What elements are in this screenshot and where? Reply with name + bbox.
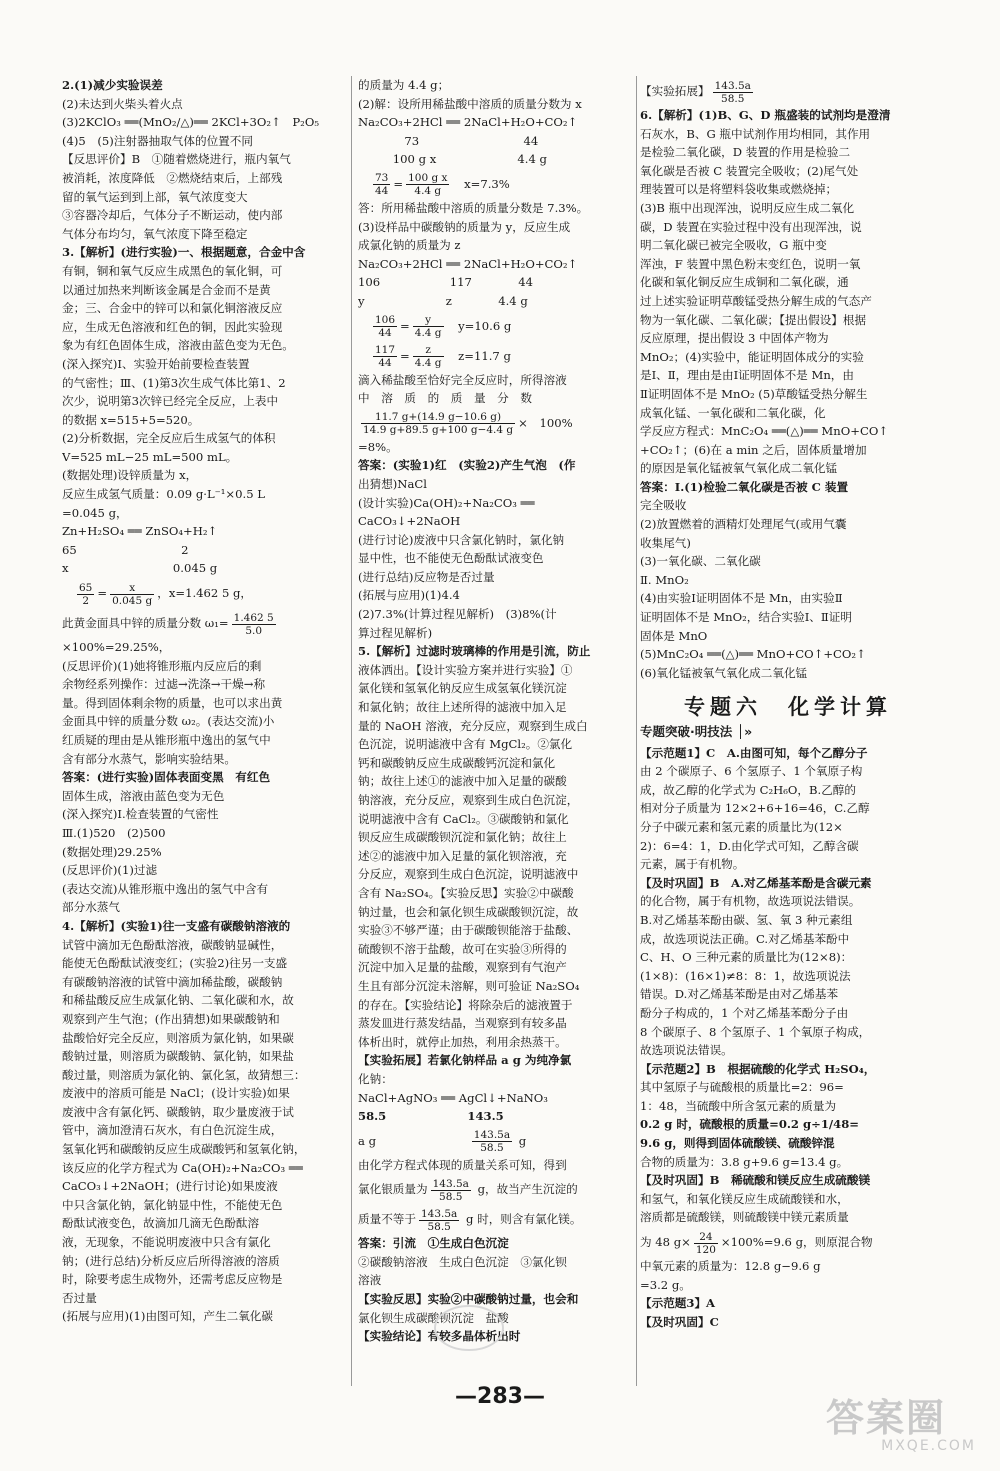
text-line: 红质疑的理由是从锥形瓶中逸出的氢气中 [62,733,271,747]
text-line: (反思评价)(1)她将锥形瓶内反应后的剩 [62,658,262,673]
text-line: 算过程见解析) [358,625,433,640]
text-line: 氯化钡生成碳酸钡沉淀 盐酸 [358,1310,509,1325]
text-line: Na₂CO₃+2HCl ══ 2NaCl+H₂O+CO₂↑ [358,115,578,130]
column-middle [358,76,632,1346]
text-line: 分子中碳元素和氢元素的质量比为(12× [640,819,843,834]
column-right [640,76,936,1331]
text-line: 完全吸收 [640,498,687,513]
text-line: (2)7.3%(计算过程见解析) (3)8%(计 [358,607,557,622]
text-line: (表达交流)从锥形瓶中逸出的氢气中含有 [62,881,269,896]
text-line: 生且有部分沉淀未溶解，则可验证 Na₂SO₄ [358,978,580,993]
text-line: 物为一氧化碳、二氧化碳；【提出假设】根据 [640,312,867,327]
text-line: 否过量 [62,1290,97,1305]
text-line: 钙和碳酸钠反应生成碳酸钙沉淀和氯化 [358,755,556,770]
text-line: 化碳和氧化铜反应生成铜和二氧化碳，通 [640,275,849,290]
text-line: 酚酞试液变色，故滴加几滴无色酚酞溶 [62,1216,260,1231]
text-line: 浑浊，F 装置中黑色粉末变红色，说明一氧 [640,256,861,271]
ratio-line: $\frac{106}{44}$ = $\frac{y}{4.4 g}$ y=10.6 g [375,314,512,340]
text-line: Na₂CO₃+2HCl ══ 2NaCl+H₂O+CO₂↑ [358,256,578,271]
text-line: 答案：Ⅰ.(1)检验二氧化碳是否被 C 装置 [640,479,849,494]
text-line: 答案：(进行实验)固体表面变黑 有红色 [62,770,271,785]
text-line: 部分水蒸气 [62,900,120,915]
text-line: 错误。D.对乙烯基苯酚是由对乙烯基苯 [640,987,839,1002]
page-number: —283— [455,1384,545,1409]
text-line: 钠过量，也会和氯化钡生成碳酸钡沉淀，故 [358,904,579,919]
fraction-line: 氯化银质量为 $\frac{143.5a}{58.5}$ g，故当产生沉淀的 [358,1177,578,1203]
text-line: 氧化碳是否被 C 装置完全吸收；(2)尾气处 [640,163,859,178]
stamp-icon [432,1302,506,1354]
text-line: ②碳酸钠溶液 生成白色沉淀 ③氯化钡 [358,1254,567,1269]
text-line: (数据处理)设锌质量为 x， [62,468,198,483]
text-block [62,76,344,578]
text-line: 理装置可以是将塑料袋收集或燃烧掉； [640,182,838,197]
text-line: 管中，滴加澄清石灰水，有白色沉淀生成， [62,1123,283,1138]
text-line: (反思评价)(1)过滤 [62,863,158,878]
text-line: 收集尾气) [640,535,691,550]
fraction-line: 【实验拓展】 $\frac{143.5a}{58.5}$ [640,79,751,105]
text-line: 沉淀中加入足量的盐酸，观察到有气泡产 [358,960,567,975]
text-line: 量的 NaOH 溶液，充分反应，观察到生成白 [358,718,588,733]
ratio-line: $\frac{73}{44}$ = $\frac{\text{100 g x}}{4.4 g}$ x=7.3% [375,172,510,198]
text-line: 相对分子质量为 12×2+6+16=46，C.乙醇 [640,801,870,816]
text-line: 0.2 g 时，硫酸根的质量=0.2 g÷1/48= [640,1117,859,1132]
text-line: 酸钠过量，则溶质为碳酸钠、氯化钠，如果盐 [62,1049,294,1064]
text-line: B.对乙烯基苯酚由碳、氢、氧 3 种元素组 [640,912,853,927]
fraction-line: 为 48 g× $\frac{24}{120}$ ×100%=9.6 g，则原混合物 [640,1230,873,1256]
text-block [358,1156,632,1175]
text-line: 硫酸钡不溶于盐酸，故可在实验③所得的 [358,941,567,956]
text-line: 成氯化钠的质量为 z [358,238,461,253]
text-line: (设计实验)Ca(OH)₂+Na₂CO₃ ══ [358,495,535,510]
text-block [640,106,936,682]
text-line: (2)分析数据，完全反应后生成氢气的体积 [62,431,276,446]
text-line: 次少，说明第3次锌已经完全反应，上表中 [62,394,279,409]
text-line: 的质量为 4.4 g； [358,78,450,92]
ratio-line: $\frac{65}{2}$ = $\frac{x}{0.045 g}$ ，x=1.462 5 g， [79,581,253,607]
text-line: CaCO₃↓+2NaOH；(进行讨论)如果废液 [62,1179,278,1194]
text-line: 余物经系列操作：过滤→洗涤→干燥→称 [62,677,266,692]
text-line: 该反应的化学方程式为 Ca(OH)₂+Na₂CO₃ ══ [62,1160,303,1175]
text-line: 成氧化锰、一氧化碳和二氧化碳，化 [640,405,826,420]
text-line: 含有部分水蒸气，影响实验结果。 [62,751,236,766]
text-line: 钠；故往上述①的滤液中加入足量的碳酸 [358,774,567,789]
text-line: 液体洒出。【设计实验方案并进行实验】① [358,662,573,677]
text-line: =0.045 g， [62,505,128,520]
text-line: 【示范题3】A [640,1296,716,1311]
text-line: 应，生成无色溶液和红色的铜，因此实验现 [62,319,283,334]
text-line: 100 g x 4.4 g [358,152,547,167]
text-line: 1：48，当硫酸中所含氢元素的质量为 [640,1098,837,1113]
text-line: 合物的质量为：3.8 g+9.6 g=13.4 g。 [640,1154,849,1169]
text-block [640,744,936,1227]
text-line: =8%。 [358,439,398,454]
text-block [358,76,632,169]
text-line: 以通过加热来判断该金属是合金而不是黄 [62,282,271,297]
text-line: 液，无现象，不能说明废液中只含有氯化 [62,1235,271,1250]
text-line: 气体分布均匀，氧气浓度下降至稳定 [62,226,248,241]
text-line: x 0.045 g [62,561,218,576]
text-line: 有铜，铜和氧气反应生成黑色的氧化铜，可 [62,263,283,278]
text-line: 废液中含有氯化钙、碳酸钠，取少量废液于试 [62,1104,294,1119]
text-line: 【示范题1】C A.由图可知，每个乙醇分子 [640,745,868,760]
text-line: 的化合物，属于有机物，故选项说法错误。 [640,894,861,909]
subtopic-title: 专题突破·明技法 │» [640,724,753,739]
text-line: 2.(1)减少实验误差 [62,78,163,92]
text-line: 是Ⅰ、Ⅱ，理由是由Ⅰ证明固体不是 Mn，由 [640,368,854,383]
text-line: 2)：6=4：1，D.由化学式可知，乙醇含碳 [640,838,859,853]
text-line: 象为有红色固体生成，溶液由蓝色变为无色。 [62,338,294,353]
text-line: 学反应方程式：MnC₂O₄ ══(△)══ MnO+CO↑ [640,424,889,439]
text-line: (进行讨论)废液中只含氯化钠时，氯化钠 [358,532,565,547]
text-line: 中 溶 质 的 质 量 分 数 [358,391,532,406]
text-line: 答：所用稀盐酸中溶质的质量分数是 7.3%。 [358,200,589,215]
text-line: ③容器冷却后，气体分子不断运动，使内部 [62,208,283,223]
text-line: 时，除要考虑生成物外，还需考虑反应物是 [62,1272,283,1287]
text-line: 分反应，观察到生成白色沉淀，说明滤液中 [358,867,579,882]
text-line: 固体是 MnO [640,628,708,643]
text-line: 6.【解析】(1)B、G、D 瓶盛装的试剂均是澄清 [640,108,891,122]
text-line: V=525 mL−25 mL=500 mL。 [62,449,238,464]
column-left [62,76,344,1326]
column-divider [351,76,352,1386]
text-block [358,199,632,311]
text-line: 氯化镁和氢氧化钠反应生成氢氧化镁沉淀 [358,681,567,696]
text-line: (2)未达到火柴头着火点 [62,96,183,111]
text-line: NaCl+AgNO₃ ══ AgCl↓+NaNO₃ [358,1090,548,1105]
text-line: C、H、O 三种元素的质量比为(12×8)： [640,950,853,965]
text-line: 【及时巩固】B 稀硫酸和镁反应生成硫酸镁 [640,1173,871,1188]
text-line: 由化学方程式体现的质量关系可知，得到 [358,1157,567,1172]
text-line: 中只含氯化钠，氯化钠显中性，不能使无色 [62,1197,283,1212]
text-line: (拓展与应用)(1)由图可知，产生二氧化碳 [62,1309,273,1324]
text-line: 试管中滴加无色酚酞溶液，碳酸钠显碱性， [62,937,283,952]
text-line: 被消耗，浓度降低 ②燃烧结束后，上部残 [62,170,283,185]
text-line: CaCO₃↓+2NaOH [358,514,461,529]
text-line: ×100%=29.25%， [62,640,171,655]
text-line: 钠；(进行总结)分析反应后所得溶液的溶质 [62,1253,280,1268]
text-block [358,438,632,1126]
text-line: 反应原理，提出假设 3 中固体产物为 [640,331,829,346]
text-line: 碳，D 装置在实验过程中没有出现浑浊，说 [640,219,862,234]
text-line: 故选项说法错误。 [640,1043,733,1058]
text-block [358,371,632,408]
text-line: 58.5 143.5 [358,1109,504,1124]
text-line: Ⅲ.(1)520 (2)500 [62,825,166,840]
text-line: 【实验结论】有较多晶体析出时 [358,1329,521,1344]
topic-title: 专题六 化学计算 [684,695,892,720]
text-line: 金面具中锌的质量分数 ω₂。(表达交流)小 [62,714,275,729]
text-line: (2)放置燃着的酒精灯处理尾气(或用气囊 [640,517,847,532]
text-line: (拓展与应用)(1)4.4 [358,588,460,603]
text-line: +CO₂↑；(6)在 a min 之后，固体质量增加 [640,442,867,457]
text-line: =3.2 g。 [640,1277,691,1292]
text-line: 其中氢原子与硫酸根的质量比=2：96= [640,1080,844,1095]
text-line: (数据处理)29.25% [62,844,162,859]
text-line: 金；三、合金中的锌可以和氯化铜溶液反应 [62,301,283,316]
text-line: 和氯化钠；故往上述所得的滤液中加入足 [358,700,567,715]
text-line: (进行总结)反应物是否过量 [358,569,495,584]
text-line: 盐酸恰好完全反应，则溶质为氯化钠，如果碳 [62,1030,294,1045]
text-line: (4)由实验Ⅰ证明固体不是 Mn，由实验Ⅱ [640,591,843,606]
text-line: 实验③不够严谨；由于碳酸钡能溶于盐酸、 [358,923,579,938]
text-line: 的数据 x=515+5=520。 [62,412,200,427]
fraction-line: $\frac{11.7 g+(14.9 g-10.6 g)}{14.9 g+89.5 g+100 g-4.4 g}$ × 100% [363,411,573,437]
text-line: 证明固体不是 MnO₂，结合实验Ⅰ、Ⅱ证明 [640,610,852,625]
text-line: 含有 Na₂SO₄。【实验反思】实验②中碳酸 [358,885,574,900]
text-line: 【及时巩固】B A.对乙烯基苯酚是含碳元素 [640,875,872,890]
text-line: 由 2 个碳原子、6 个氢原子、1 个氧原子构 [640,764,863,779]
text-line: 酚分子构成的，1 个对乙烯基苯酚分子由 [640,1005,849,1020]
chevron-icon: │» [736,724,753,739]
text-line: MnO₂；(4)实验中，能证明固体成分的实验 [640,349,864,364]
text-line: 和氢气，和氧化镁反应生成硫酸镁和水， [640,1191,849,1206]
text-line: 溶液 [358,1273,382,1288]
fraction-line: 质量不等于 $\frac{143.5a}{58.5}$ g 时，则含有氯化镁。 [358,1207,582,1233]
text-line: 【实验反思】实验②中碳酸钠过量，也会和 [358,1292,579,1307]
text-line: 能使无色酚酞试液变红；(实验2)往另一支盛 [62,956,288,971]
text-line: (1×8)：(16×1)≠8：8：1，故选项说法 [640,968,851,983]
text-line: 废液中的溶质可能是 NaCl；(设计实验)如果 [62,1086,290,1101]
text-line: 5.【解析】过滤时玻璃棒的作用是引流，防止 [358,644,591,659]
text-line: 65 2 [62,542,189,557]
text-line: y z 4.4 g [358,293,528,308]
text-line: (2)解：设所用稀盐酸中溶质的质量分数为 x [358,96,582,111]
text-line: (6)氧化锰被氧气氧化成二氧化锰 [640,665,808,680]
text-line: 显中性，也不能使无色酚酞试液变色 [358,551,544,566]
text-line: 钠溶液，充分反应，观察到生成白色沉淀， [358,793,579,807]
text-line: 答案：(实验1)红 (实验2)产生气泡 (作 [358,458,576,473]
text-line: 氢氧化钙和碳酸钠反应生成碳酸钙和氢氧化钠， [62,1142,306,1157]
text-line: 【示范题2】B 根据硫酸的化学式 H₂SO₄， [640,1061,876,1076]
text-line: (4)5 (5)注射器抽取气体的位置不同 [62,133,253,148]
text-line: 9.6 g，则得到固体硫酸镁、硫酸锌混 [640,1136,835,1151]
text-line: 元素，属于有机物。 [640,857,745,872]
watermark-logo: 答案圈 MXQE.COM [826,1396,976,1454]
text-line: 【实验拓展】若氯化钠样品 a g 为纯净氯 [358,1053,572,1068]
text-line: 和稀盐酸反应生成氯化钠、二氧化碳和水，故 [62,993,294,1008]
fraction-line: a g $\frac{143.5a}{58.5}$ g [358,1129,527,1155]
text-line: 成，故选项说法正确。C.对乙烯基苯酚中 [640,931,850,946]
text-line: 说明滤液中含有 CaCl₂。③碳酸钠和氯化 [358,811,569,826]
text-line: 3.【解析】(进行实验)一、根据题意，合金中含 [62,245,306,260]
ratio-line: $\frac{117}{44}$ = $\frac{z}{4.4 g}$ z=11.7 g [375,344,511,370]
text-line: (深入探究)Ⅰ.检查装置的气密性 [62,807,219,822]
text-line: Ⅱ证明固体不是 MnO₂ (5)草酸锰受热分解生 [640,386,868,401]
text-line: 酸过量，则溶质为氯化钠、氯化氢，故猜想三： [62,1067,306,1082]
text-line: 答案：引流 ①生成白色沉淀 [358,1236,509,1251]
text-line: 73 44 [358,133,539,148]
text-line: 固体生成，溶液由蓝色变为无色 [62,788,225,803]
text-line: (5)MnC₂O₄ ══(△)══ MnO+CO↑+CO₂↑ [640,647,866,662]
text-line: 化钠： [358,1071,393,1086]
text-line: 出猜想)NaCl [358,476,427,491]
fraction-line: 此黄金面具中锌的质量分数 ω₁= $\frac{1.462 5}{5.0}$ [62,611,274,637]
text-line: 体析出时，就停止加热，利用余热蒸干。 [358,1034,567,1049]
column-divider [636,76,637,1386]
text-line: 的气密性；Ⅲ、(1)第3次生成气体比第1、2 [62,375,286,390]
text-line: 溶质都是硫酸镁，则硫酸镁中镁元素质量 [640,1210,849,1225]
text-line: 成，故乙醇的化学式为 C₂H₆O，B.乙醇的 [640,782,856,797]
text-line: 石灰水，B、G 瓶中试剂作用均相同，其作用 [640,126,871,141]
text-line: 的原因是氧化锰被氧气氧化成二氧化锰 [640,461,838,476]
text-line: 【及时巩固】C [640,1314,719,1329]
text-line: 观察到产生气泡；(作出猜想)如果碳酸钠和 [62,1011,280,1026]
text-block [62,638,344,1326]
text-line: 蒸发皿进行蒸发结晶，当观察到有较多晶 [358,1016,567,1031]
text-line: 滴入稀盐酸至恰好完全反应时，所得溶液 [358,372,567,387]
text-line: 反应生成氢气质量：0.09 g·L⁻¹×0.5 L [62,487,265,502]
text-line: (深入探究)Ⅰ、实验开始前要检查装置 [62,356,250,371]
text-line: 色沉淀，说明滤液中含有 MgCl₂。②氯化 [358,737,573,752]
text-block [640,1257,936,1331]
text-line: (3)2KClO₃ ══(MnO₂/△)══ 2KCl+3O₂↑ P₂O₅ [62,115,319,130]
text-line: 8 个碳原子、8 个氢原子、1 个氧原子构成， [640,1024,871,1039]
text-line: 钡反应生成碳酸钡沉淀和氯化钠；故往上 [358,830,567,845]
text-line: (3)设样品中碳酸钠的质量为 y，反应生成 [358,219,571,234]
text-line: 106 117 44 [358,275,533,290]
text-line: 明二氧化碳已被完全吸收，G 瓶中变 [640,238,827,253]
text-line: 有碳酸钠溶液的试管中滴加稀盐酸，碳酸钠 [62,974,283,989]
text-line: 的存在。【实验结论】将除杂后的滤液置于 [358,997,573,1012]
text-line: 【反思评价】B ①随着燃烧进行，瓶内氧气 [62,152,291,167]
text-line: Zn+H₂SO₄ ══ ZnSO₄+H₂↑ [62,524,218,539]
text-line: 量。得到固体剩余物的质量，也可以求出黄 [62,695,283,710]
text-line: 是检验二氧化碳，D 装置的作用是检验二 [640,145,851,160]
text-line: 留的氧气运到到上部，氧气浓度变大 [62,189,248,204]
text-line: 中氧元素的质量为：12.8 g−9.6 g [640,1259,821,1274]
text-line: (3)一氧化碳、二氧化碳 [640,554,761,569]
text-line: Ⅱ. MnO₂ [640,572,689,587]
text-line: 过上述实验证明草酸锰受热分解生成的气态产 [640,293,872,308]
text-line: (3)B 瓶中出现浑浊，说明反应生成二氧化 [640,200,855,215]
text-line: 4.【解析】(实验1)往一支盛有碳酸钠溶液的 [62,918,291,933]
text-line: 述②的滤液中加入足量的氯化钡溶液，充 [358,848,567,863]
